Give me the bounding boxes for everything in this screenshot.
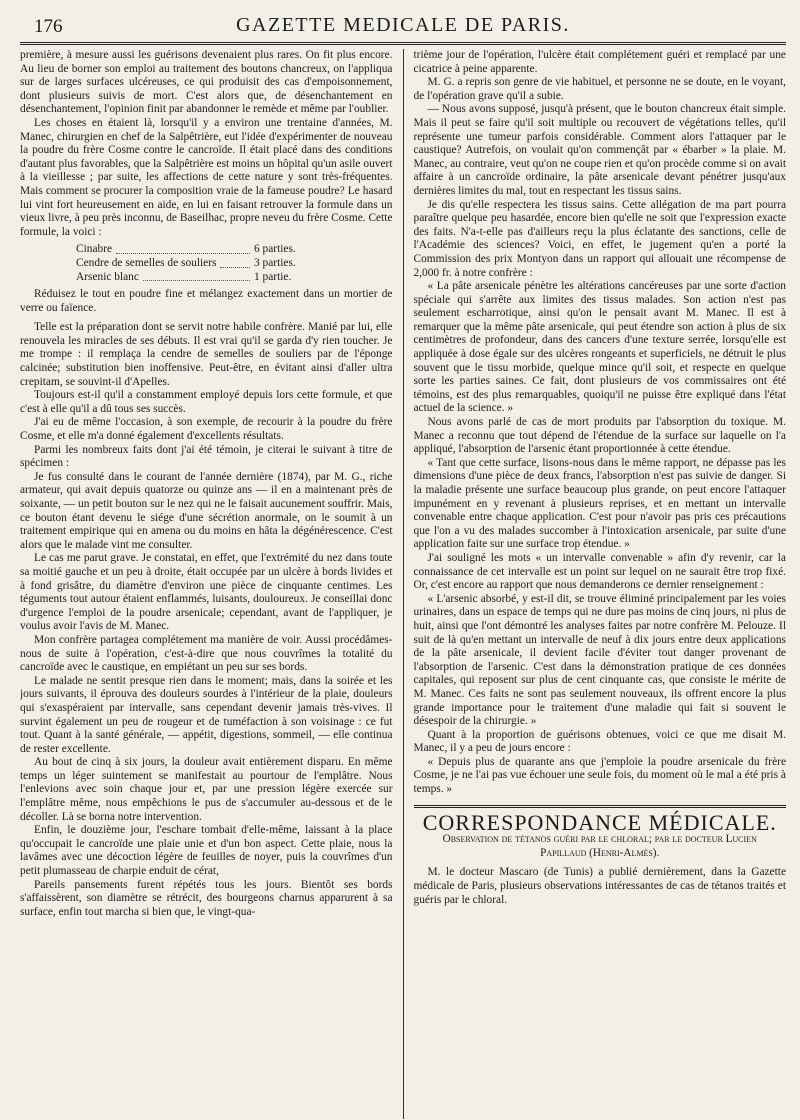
leader-dots — [143, 271, 250, 282]
quotation: « L'arsenic absorbé, y est-il dit, se trouve éliminé principalement par les voies urinaires, dans un espace de temps qui ne dure pas moins de cinq jours, ni plus de huit, ainsi que l'ont démontré les analyses faites par notre confrère M. Pelouze. Il suit de là qu'en mettant un intervalle de neuf à dix jours entre deux applications de la pâte arsenicale, il devient facile d'éviter tout danger provenant de l'absorption de l'arsenic. C'est dans la démonstration pratique de ces données capitales, qui reposent sur plus de cent cinquante cas, que consiste le mérite de M. Manec. Ces faits ne sont pas seulement nouveaux, ils offrent encore la plus grande importance pour le traitement d'une maladie qui fait si souvent le désespoir de la chirurgie. » — [413, 592, 786, 728]
paragraph: Telle est la préparation dont se servit notre habile confrère. Manié par lui, elle renouvela les miracles de ses débuts. Il est vrai qu'il se garda d'y rien toucher. Je me trompe : il remplaça la cendre de semelles de souliers par de l'éponge calcinée; substitution bien inoffensive. Peut-être, en évitant ainsi d'aller ultra crepitam, se souvint-il d'Apelles. — [20, 321, 393, 388]
paragraph: — Nous avons supposé, jusqu'à présent, que le bouton chancreux était simple. Mais il peut se faire qu'il soit multiple ou recouvert de végétations telles, qu'il représente une tumeur parfois considérable. Comment alors l'attaquer par le caustique? Autrefois, on voulait qu'on commençât par « ébarber » la plaie. M. Manec, au contraire, veut qu'on ne coupe rien et qu'on procède comme si on avait affaire à un cancroïde ordinaire, la pâte arsenicale devant pénétrer jusqu'aux dernières limites du mal, tout en respectant les tissus sains. — [413, 103, 786, 197]
recipe-quantity: 6 parties. — [254, 243, 296, 256]
page-header — [20, 10, 786, 40]
column-divider — [403, 49, 404, 1119]
recipe-ingredient: Cinabre — [76, 243, 113, 256]
paragraph: Enfin, le douzième jour, l'eschare tombait d'elle-même, laissant à la place qu'occupait le cancroïde une plaie unie et d'un bon aspect. Cette plaie, nous la lavâmes avec une décoction légère de feuilles de noyer, puis la couvrîmes d'un petit plumasseau de charpie enduit de cérat, — [20, 824, 393, 878]
header-rule — [20, 42, 786, 45]
paragraph: Je dis qu'elle respectera les tissus sains. Cette allégation de ma part pourra paraître quelque peu hasardée, encore bien qu'elle ne soit que l'expression exacte des faits. N'a-t-elle pas d'ailleurs reçu la plus éclatante des sanctions, celle de l'Académie des sciences? Voici, en effet, le jugement qu'en a porté la Commission des prix Montyon dans un rapport qui allouait une récompense de 2,000 fr. à notre confrère : — [413, 198, 786, 279]
section-rule — [414, 805, 787, 808]
quotation: « Tant que cette surface, lisons-nous dans le même rapport, ne dépasse pas les dimensions d'une pièce de deux francs, l'absorption n'est pas suivie de danger. Si la maladie présente une surface beaucoup plus grande, on peut encore l'attaquer impunément en y revenant à plusieurs reprises, et en mettant un intervalle convenable entre chaque application. C'est pour n'avoir pas pris ces précautions que l'on a vu des malades succomber à l'intoxication arsenicale, par suite d'une application faite sur une surface trop étendue. » — [413, 456, 786, 551]
paragraph: M. le docteur Mascaro (de Tunis) a publié dernièrement, dans la Gazette médicale de Paris, plusieurs observations intéressantes de cas de tétanos traités et guéris par le chloral. — [413, 866, 786, 906]
recipe-list — [76, 243, 316, 284]
section-heading: CORRESPONDANCE MÉDICALE. — [422, 809, 777, 835]
leader-dots — [220, 257, 250, 268]
paragraph: Les choses en étaient là, lorsqu'il y a environ une trentaine d'années, M. Manec, chirurgien en chef de la Salpêtrière, eut l'idée d'expérimenter de nouveau la poudre du frère Cosme contre le cancroïde. Il était placé dans des conditions d'autant plus favorables, que la Salpêtrière est moins un hôpital qu'un asile ouvert à la vieillesse ; par suite, les affections de cette nature y sont très-fréquentes. Mais comment se procurer la composition vraie de la fameuse poudre? Le hasard lui vint fort heureusement en aide, en lui en faisant retrouver la formule dans un vieux livre, à peu près inconnu, de Baseilhac, propre neveu du frère Cosme. Cette formule, la voici : — [20, 116, 393, 238]
left-column — [20, 49, 393, 1119]
recipe-row — [76, 257, 316, 271]
paragraph: Réduisez le tout en poudre fine et mélangez exactement dans un mortier de verre ou faïence. — [20, 288, 393, 314]
paragraph: Le malade ne sentit presque rien dans le moment; mais, dans la soirée et les jours suivants, il éprouva des douleurs sourdes à l'intérieur de la plaie, douleurs qui s'exaspéraient par intervalle, sans cependant devenir jamais très-vives. Il survint également un peu de rougeur et de tuméfaction à son voisinage : ce fut tout. Quant à la santé générale, — appétit, digestions, sommeil, — elle continua de rester excellente. — [20, 674, 393, 755]
paragraph: Parmi les nombreux faits dont j'ai été témoin, je citerai le suivant à titre de spécimen : — [20, 443, 393, 470]
leader-dots — [116, 243, 250, 254]
paragraph: Je fus consulté dans le courant de l'année dernière (1874), par M. G., riche armateur, qui avait depuis quatorze ou quinze ans — il en a maintenant près de soixante, — un petit bouton sur le nez qui ne le faisait aucunement souffrir. Mais, ce bouton étant devenu le siége d'une sécrétion anormale, on le soumit à un traitement empirique qui en amena ou du moins en hâta la dégénérescence. C'est alors que le malade vint me consulter. — [20, 470, 393, 551]
recipe-row — [76, 271, 316, 285]
paragraph: J'ai eu de même l'occasion, à son exemple, de recourir à la poudre du frère Cosme, et elle m'a donné également d'excellents résultats. — [20, 416, 393, 443]
right-column — [414, 49, 787, 1119]
recipe-quantity: 1 partie. — [254, 270, 292, 283]
recipe-ingredient: Cendre de semelles de souliers — [76, 256, 217, 269]
paragraph: Mon confrère partagea complétement ma manière de voir. Aussi procédâmes-nous de suite à l'opération, c'est-à-dire que nous couvrîmes la totalité du cancroïde avec le caustique, en empiétant un peu sur ses bords. — [20, 633, 393, 674]
columns — [20, 49, 786, 1119]
recipe-ingredient: Arsenic blanc — [76, 270, 139, 283]
recipe-row — [76, 243, 316, 257]
article-title: Observation de tétanos guéri par le chloral; par le docteur Lucien Papillaud (Henri-Almès). — [442, 833, 757, 859]
paragraph: Le cas me parut grave. Je constatai, en effet, que l'extrémité du nez dans toute sa moitié gauche et un peu à droite, était occupée par un ulcère à bords livides et à fond grisâtre, du diamètre d'environ une pièce de cinquante centimes. Les téguments tout autour étaient enflammés, luisants, douloureux. Je conseillai donc d'urgence l'emploi de la poudre arsenicale; cependant, avant de l'appliquer, je voulus avoir l'avis de M. Manec. — [20, 552, 393, 633]
page-number: 176 — [34, 16, 63, 37]
paragraph: Quant à la proportion de guérisons obtenues, voici ce que me disait M. Manec, il y a peu de jours encore : — [413, 728, 786, 755]
journal-title: GAZETTE MEDICALE DE PARIS. — [236, 14, 570, 36]
paragraph: M. G. a repris son genre de vie habituel, et personne ne se doute, en le voyant, de l'opération grave qu'il a subie. — [413, 76, 786, 102]
paragraph: première, à mesure aussi les guérisons devenaient plus rares. On fit plus encore. Au lieu de borner son emploi au traitement des boutons chancreux, on l'appliqua sur de larges surfaces ulcéreuses, ce qui produisit des cas d'empoisonnement, dont plusieurs suivis de mort. C'est alors que, de désenchantement en désenchantement, l'opinion finit par abandonner le remède et même par l'oublier. — [20, 49, 393, 116]
paragraph: Pareils pansements furent répétés tous les jours. Bientôt ses bords s'affaissèrent, son diamètre se rétrécit, des bourgeons charnus apparurent à sa surface, enfin tout marcha si bien que, le vingt-qua- — [20, 878, 393, 918]
quotation: « La pâte arsenicale pénètre les altérations cancéreuses par une sorte d'action spéciale qui s'arrête aux limites des tissus malades. Son action n'est pas seulement escharrotique, ainsi qu'on le pensait avant M. Manec. Il est à remarquer que la même pâte arsenicale, qui peut étendre son action à plus de six centimètres de profondeur, dans des cancers d'une texture serrée, lorsqu'elle est appliquée à dose égale sur des ulcères rongeants et superficiels, ne détruit le plus souvent que le tissu morbide, quelque mince qu'il soit, et respecte en quelque sorte les parties saines. Ce fait, dont plusieurs de vos commissaires ont été témoins, est des plus remarquables, quoiqu'il ne puisse être expliqué dans l'état actuel de la science. » — [413, 280, 786, 415]
paragraph: Au bout de cinq à six jours, la douleur avait entièrement disparu. En même temps un léger suintement se manifestait au pourtour de l'emplâtre. Nous l'enlevions avec soin chaque jour et, par une pression légère exercée sur l'emplâtre même, nous empêchions le pus de s'accumuler au-dessous et de le décoller. Là se borna notre intervention. — [20, 756, 393, 823]
paragraph: trième jour de l'opération, l'ulcère était complétement guéri et remplacé par une cicatrice à peine apparente. — [413, 49, 786, 75]
paragraph: Nous avons parlé de cas de mort produits par l'absorption du toxique. M. Manec a reconnu que tout dépend de l'étendue de la surface sur laquelle on l'a appliqué, l'absorption de l'arsenic étant proportionnée à cette étendue. — [413, 416, 786, 456]
quotation: « Depuis plus de quarante ans que j'emploie la poudre arsenicale du frère Cosme, je ne l'ai pas vue échouer une seule fois, du moment où le mal a été pris à temps. » — [413, 755, 786, 796]
paragraph: J'ai souligné les mots « un intervalle convenable » afin d'y revenir, car la connaissance de cet intervalle est un point sur lequel on ne saurait être trop fixé. Or, c'est encore au rapport que nous demanderons ce dernier renseignement : — [413, 551, 786, 592]
paragraph: Toujours est-il qu'il a constamment employé depuis lors cette formule, et que c'est à elle qu'il a dû tous ses succès. — [20, 389, 393, 415]
recipe-quantity: 3 parties. — [254, 256, 296, 269]
